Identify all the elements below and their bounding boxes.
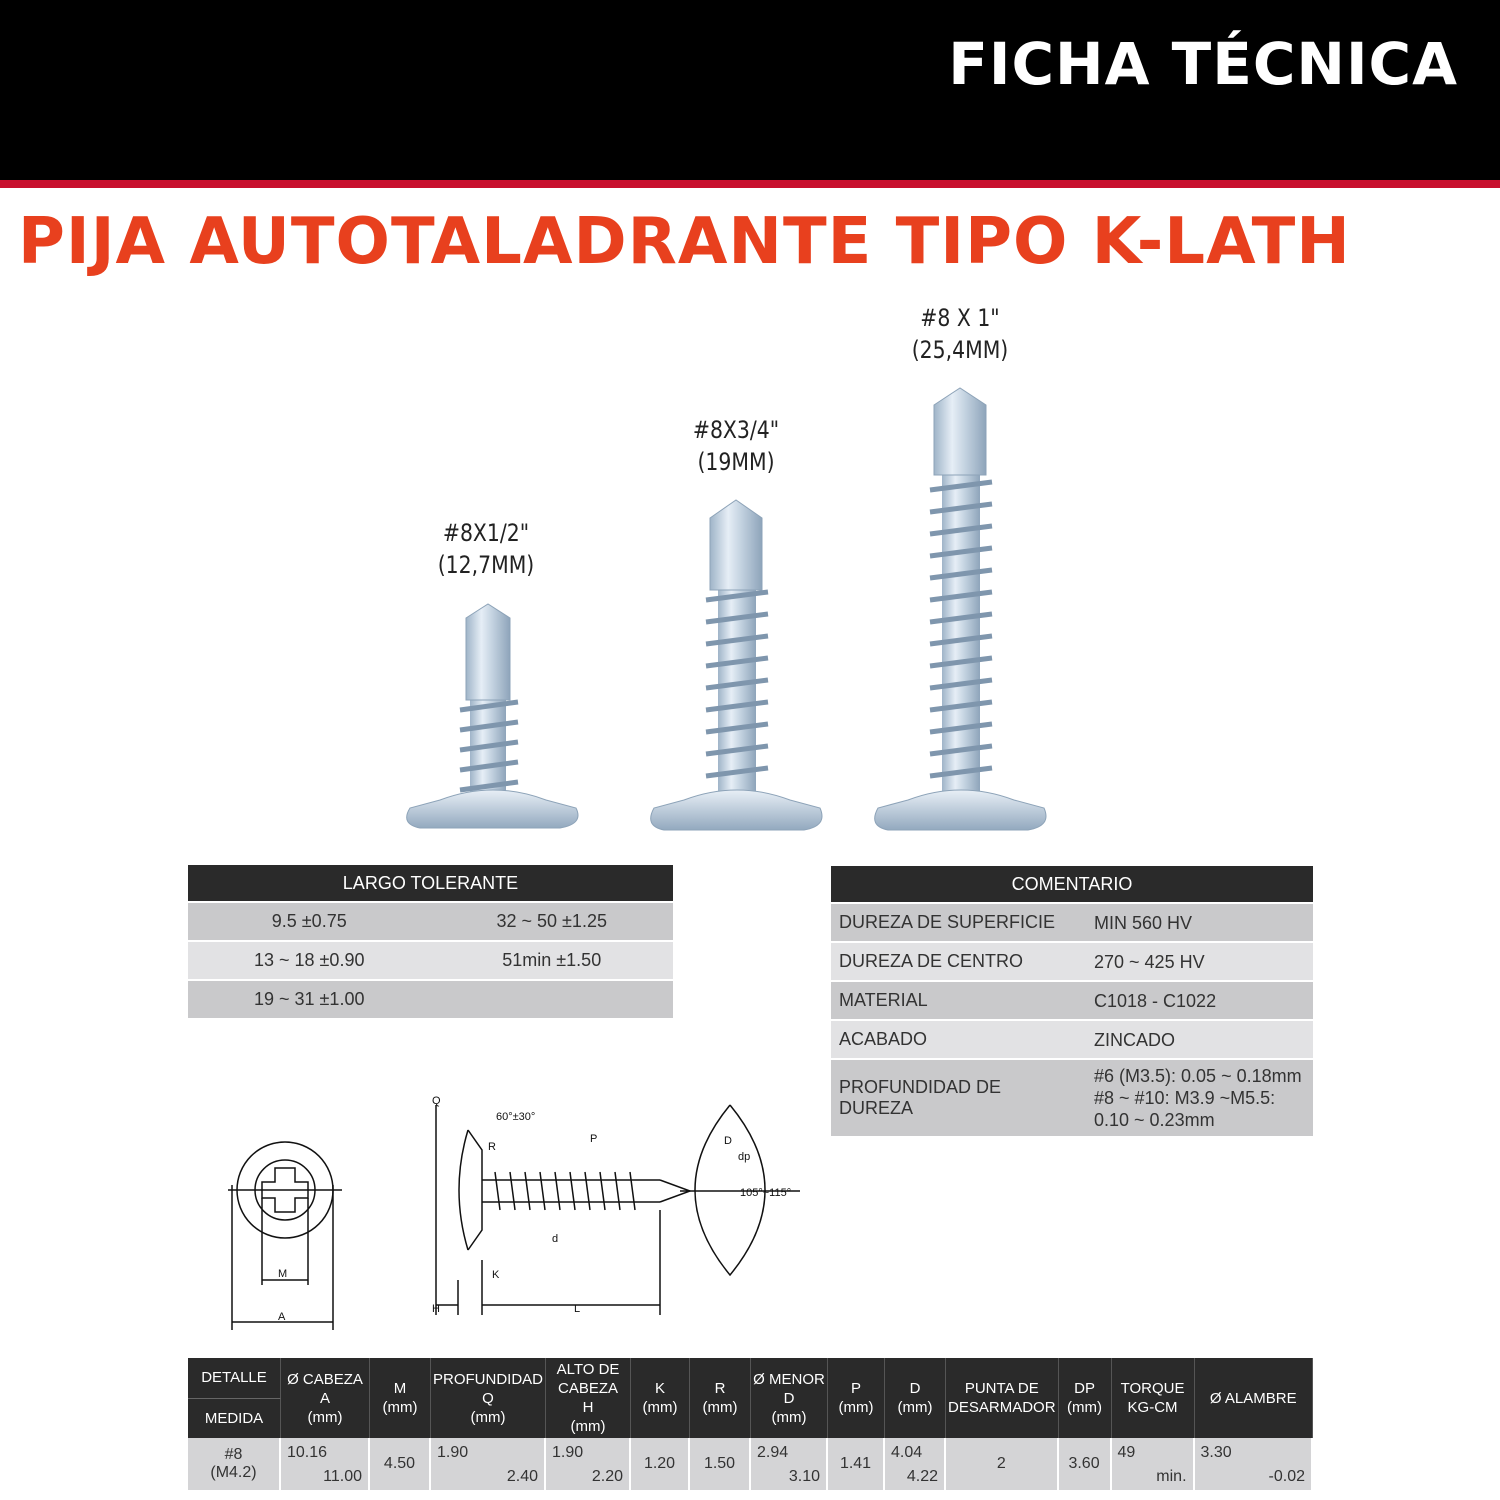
header-line: Ø ALAMBRE — [1209, 1389, 1297, 1407]
header-line: (mm) — [642, 1399, 678, 1416]
screw-mm: (25,4MM) — [911, 336, 1009, 364]
header-line: K — [655, 1380, 666, 1397]
header-line: PROFUNDIDAD — [433, 1370, 544, 1388]
screw-size: #8 X 1" — [920, 304, 1000, 332]
screw-size: #8X3/4" — [692, 416, 780, 444]
header-line: H — [582, 1399, 594, 1416]
header-line: (mm) — [382, 1399, 418, 1416]
cell-profundidad — [431, 1438, 546, 1490]
label-M: M — [278, 1268, 288, 1280]
comment-label: PROFUNDIDAD DE DUREZA — [831, 1060, 1080, 1138]
comment-value: C1018 - C1022 — [1080, 982, 1313, 1021]
header-line: PUNTA DE — [964, 1380, 1039, 1397]
cell-p: 1.41 — [828, 1438, 885, 1490]
cell-min: 4.04 — [891, 1444, 923, 1461]
header-r — [690, 1358, 751, 1438]
screw-mm: (12,7MM) — [437, 551, 535, 579]
cell-r: 1.50 — [690, 1438, 751, 1490]
cell-line: #8 — [224, 1446, 243, 1463]
cell-alto — [546, 1438, 631, 1490]
header-line: P — [851, 1380, 862, 1397]
header-line: (mm) — [570, 1418, 606, 1435]
header-line: R — [714, 1380, 726, 1397]
header-title: FICHA TÉCNICA — [948, 30, 1458, 98]
header-m — [370, 1358, 431, 1438]
tolerance-table-header: LARGO TOLERANTE — [188, 865, 673, 903]
header-line: D — [783, 1389, 795, 1407]
comment-value-line: #6 (M3.5): 0.05 ~ 0.18mm — [1094, 1066, 1302, 1086]
screw-large-image — [875, 388, 1046, 830]
label-Q: Q — [432, 1095, 441, 1107]
table-row — [831, 982, 1313, 1021]
header-cabeza — [281, 1358, 370, 1438]
table-cell: 19 ~ 31 ±1.00 — [188, 981, 431, 1020]
cell-min: 1.90 — [437, 1444, 469, 1461]
cell-max: 3.10 — [788, 1468, 821, 1485]
comment-value-line: #8 ~ #10: M3.9 ~M5.5: — [1094, 1088, 1276, 1108]
comment-value-line: 0.10 ~ 0.23mm — [1094, 1110, 1215, 1130]
comment-value: 270 ~ 425 HV — [1080, 943, 1313, 982]
cell-punta: 2 — [946, 1438, 1059, 1490]
cell-k: 1.20 — [631, 1438, 690, 1490]
header-line: (mm) — [838, 1399, 874, 1416]
label-R: R — [488, 1141, 496, 1153]
header-alto — [546, 1358, 631, 1438]
header-line: CABEZA — [558, 1380, 619, 1397]
spec-table — [188, 1358, 1313, 1490]
table-cell: 51min ±1.50 — [431, 942, 674, 981]
header-line: (mm) — [702, 1399, 738, 1416]
table-row — [831, 943, 1313, 982]
cell-d — [885, 1438, 946, 1490]
comment-table — [831, 866, 1313, 1138]
header-line: M — [393, 1380, 407, 1397]
header-line: (mm) — [1067, 1399, 1103, 1416]
screw-side-view — [436, 1105, 800, 1315]
cell-max: 4.22 — [906, 1468, 939, 1485]
cell-unit: min. — [1156, 1468, 1187, 1485]
comment-label: MATERIAL — [831, 982, 1080, 1021]
table-row — [831, 904, 1313, 943]
product-title: PIJA AUTOTALADRANTE TIPO K-LATH — [18, 205, 1351, 279]
cell-tolerance: -0.02 — [1268, 1468, 1305, 1485]
cell-min: 1.90 — [552, 1444, 584, 1461]
label-P: P — [590, 1133, 598, 1145]
header-p — [828, 1358, 885, 1438]
comment-label: DUREZA DE CENTRO — [831, 943, 1080, 982]
header-line: DP — [1074, 1380, 1095, 1397]
header-k — [631, 1358, 690, 1438]
header-line: D — [909, 1380, 921, 1397]
header-detalle: DETALLE — [188, 1358, 281, 1399]
label-angle: 60°±30° — [496, 1111, 536, 1123]
header-line: Q — [482, 1389, 494, 1407]
cell-torque — [1112, 1438, 1195, 1490]
comment-value: MIN 560 HV — [1080, 904, 1313, 943]
comment-label: ACABADO — [831, 1021, 1080, 1060]
cell-alambre — [1195, 1438, 1313, 1490]
table-row — [831, 1021, 1313, 1060]
cell-min: 10.16 — [287, 1444, 328, 1461]
table-row — [188, 981, 673, 1020]
label-H: H — [432, 1303, 440, 1315]
comment-label: DUREZA DE SUPERFICIE — [831, 904, 1080, 943]
comment-value — [1080, 1060, 1313, 1138]
head-front-view — [228, 1142, 342, 1330]
header-line: (mm) — [897, 1399, 933, 1416]
cell-min: 2.94 — [757, 1444, 789, 1461]
table-cell — [431, 981, 674, 1020]
header-menor — [751, 1358, 828, 1438]
cell-line: (M4.2) — [210, 1464, 257, 1481]
header-profundidad — [431, 1358, 546, 1438]
header-line: TORQUE — [1120, 1380, 1185, 1397]
table-row — [831, 1060, 1313, 1138]
table-row — [188, 942, 673, 981]
table-cell: 32 ~ 50 ±1.25 — [431, 903, 674, 942]
header-dp — [1059, 1358, 1112, 1438]
screw-medium-image — [651, 500, 822, 830]
header-line: A — [319, 1389, 330, 1407]
table-row — [188, 1438, 1313, 1490]
header-torque — [1112, 1358, 1195, 1438]
comment-value: ZINCADO — [1080, 1021, 1313, 1060]
header-line: DESARMADOR — [948, 1399, 1056, 1416]
technical-diagram — [200, 1090, 820, 1340]
table-cell: 13 ~ 18 ±0.90 — [188, 942, 431, 981]
cell-menor — [751, 1438, 828, 1490]
header-line: (mm) — [771, 1408, 807, 1426]
header-line: KG-CM — [1127, 1399, 1178, 1416]
cell-m: 4.50 — [370, 1438, 431, 1490]
screw-size: #8X1/2" — [442, 519, 530, 547]
label-K: K — [492, 1269, 500, 1281]
cell-max: 2.40 — [506, 1468, 539, 1485]
cell-medida — [188, 1438, 281, 1490]
tolerance-table — [188, 865, 673, 1020]
cell-value: 3.30 — [1200, 1444, 1232, 1461]
cell-dp: 3.60 — [1059, 1438, 1112, 1490]
header-line: (mm) — [470, 1408, 506, 1426]
cell-max: 11.00 — [323, 1468, 362, 1485]
label-D: D — [724, 1135, 732, 1147]
label-L: L — [574, 1303, 581, 1315]
label-tip-angle: 105°~115° — [740, 1187, 792, 1199]
label-A: A — [278, 1311, 286, 1323]
header-line: (mm) — [307, 1408, 343, 1426]
comment-table-header: COMENTARIO — [831, 866, 1313, 904]
table-row — [188, 903, 673, 942]
cell-cabeza — [281, 1438, 370, 1490]
label-d: d — [552, 1233, 559, 1245]
cell-value: 49 — [1117, 1444, 1136, 1461]
cell-max: 2.20 — [591, 1468, 624, 1485]
header-d — [885, 1358, 946, 1438]
label-dp: dp — [738, 1151, 751, 1163]
header-punta — [946, 1358, 1059, 1438]
table-cell: 9.5 ±0.75 — [188, 903, 431, 942]
header-medida: MEDIDA — [188, 1399, 281, 1438]
header-alambre — [1195, 1358, 1313, 1438]
header-line: ALTO DE — [556, 1361, 620, 1378]
screw-small-image — [407, 604, 578, 828]
header-line: Ø CABEZA — [287, 1370, 363, 1388]
screw-mm: (19MM) — [697, 448, 775, 476]
header-line: Ø MENOR — [753, 1370, 825, 1388]
